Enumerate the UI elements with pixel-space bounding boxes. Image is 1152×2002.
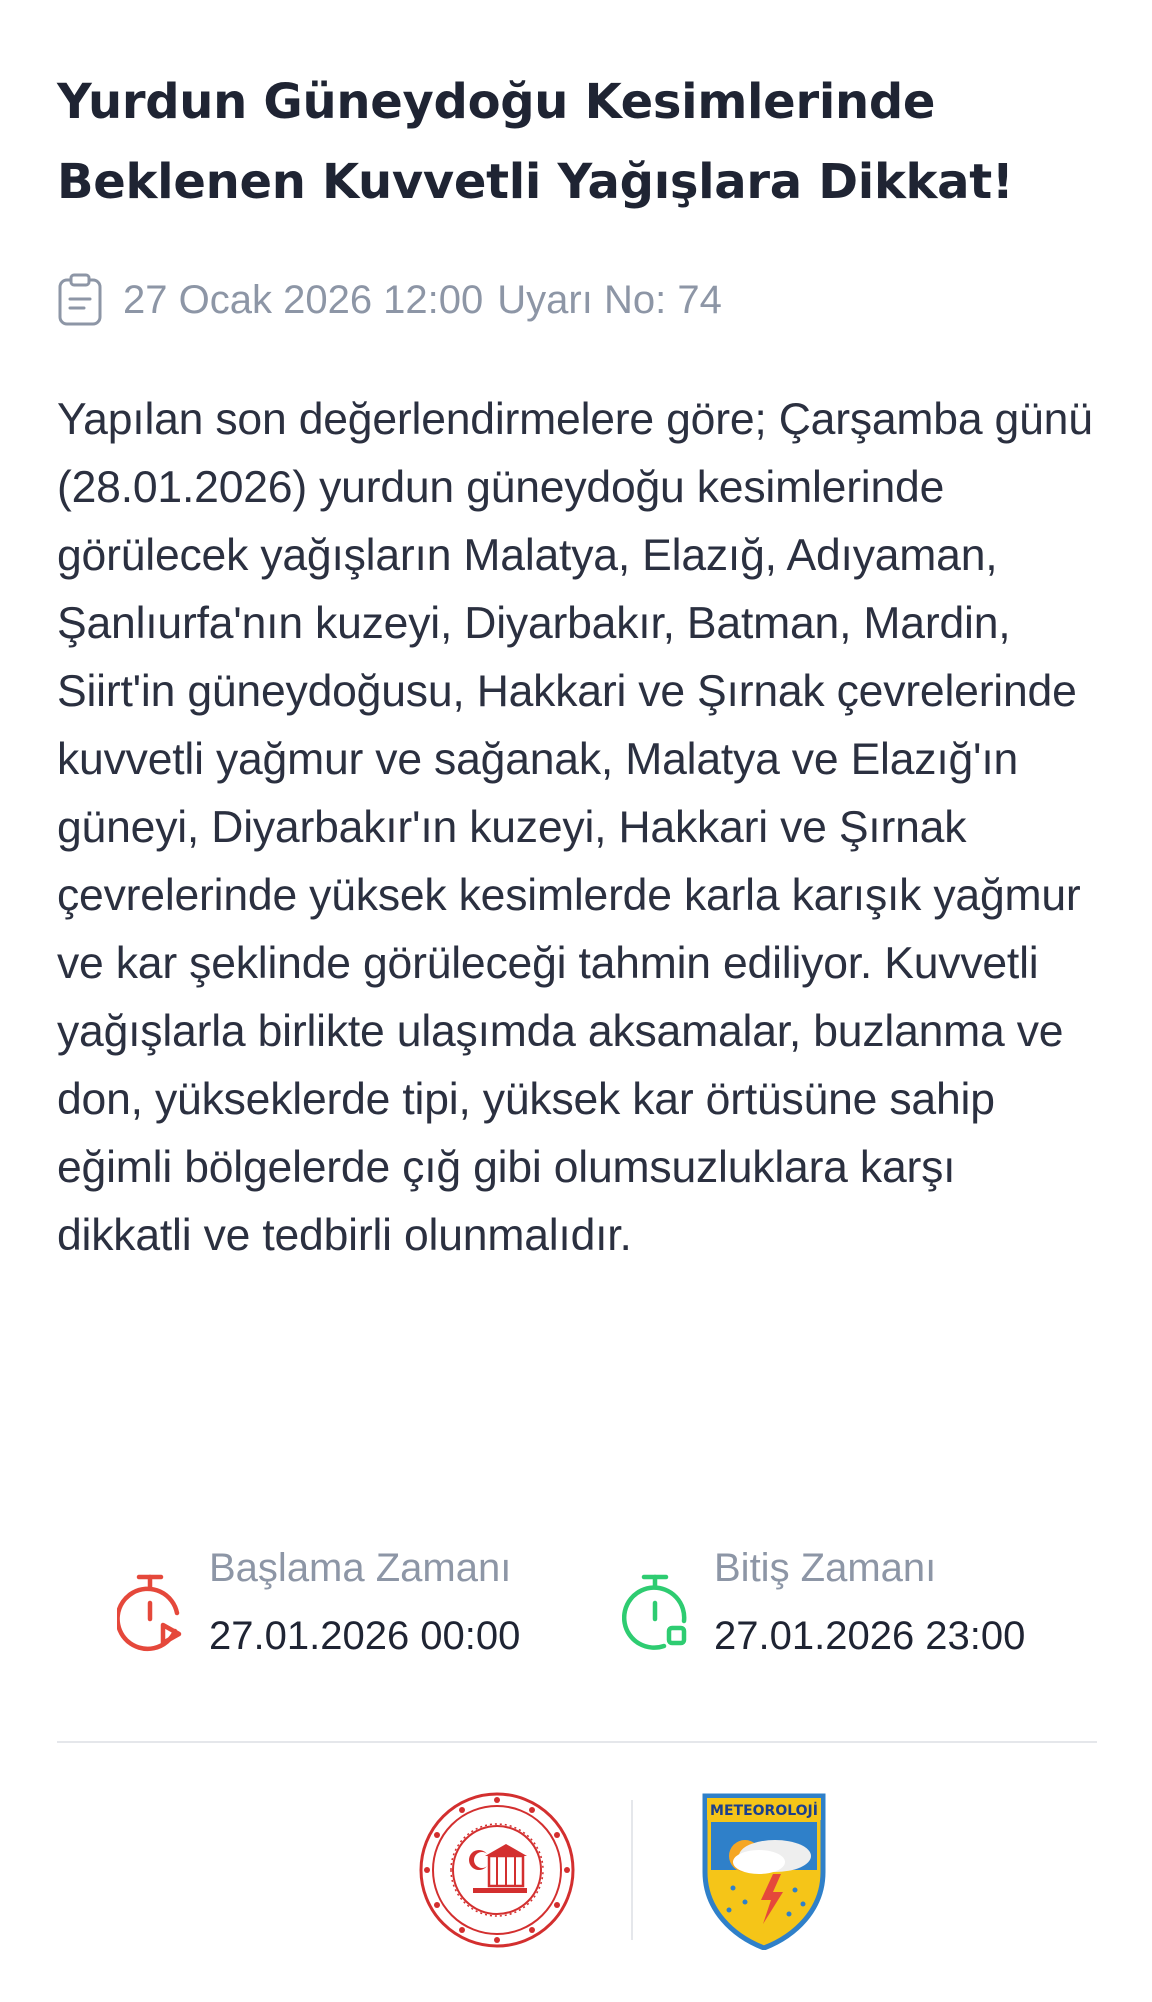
warning-title: Yurdun Güneydoğu Kesimlerinde Beklenen Kuvvetli Yağışlara Dikkat! [57,74,1014,210]
warning-times [117,1538,1097,1678]
start-time-label: Başlama Zamanı [209,1546,512,1590]
warning-description: Yapılan son değerlendirmelere göre; Çarşamba günü (28.01.2026) yurdun güneydoğu kesimlerinde görülecek yağışların Malatya, Elazığ, Adıyaman, Şanlıurfa'nın kuzeyi, Diyarbakır, Batman, Mardin, Siirt'in güneydoğusu, Hakkari ve Şırnak çevrelerinde kuvvetli yağmur ve sağanak, Malatya ve Elazığ'ın güneyi, Diyarbakır'ın kuzeyi, Hakkari ve Şırnak çevrelerinde yüksek kesimlerde karla karışık yağmur ve kar şeklinde görüleceği tahmin ediliyor. Kuvvetli yağışlarla birlikte ulaşımda aksamalar, buzlanma ve don, yükseklerde tipi, yüksek kar örtüsüne sahip eğimli bölgelerde çığ gibi olumsuzluklara karşı dikkatli ve tedbirli olunmalıdır. [57,395,1093,1260]
warning-number: Uyarı No: 74 [497,277,722,322]
stopwatch-play-icon [117,1573,189,1653]
footer-logos [357,1790,837,1960]
logo-separator [631,1800,633,1940]
clipboard-icon [57,273,103,327]
warning-date: 27 Ocak 2026 12:00 [123,277,484,322]
divider [57,1741,1097,1743]
start-time-value: 27.01.2026 00:00 [209,1614,521,1658]
end-time-value: 27.01.2026 23:00 [714,1614,1026,1658]
stopwatch-stop-icon [622,1573,694,1653]
meteoroloji-logo [699,1790,829,1950]
meteoroloji-logo-text: METEOROLOJİ [710,1803,818,1819]
warning-meta [57,272,722,328]
end-time-label: Bitiş Zamanı [714,1546,937,1590]
ministry-logo [417,1790,577,1950]
